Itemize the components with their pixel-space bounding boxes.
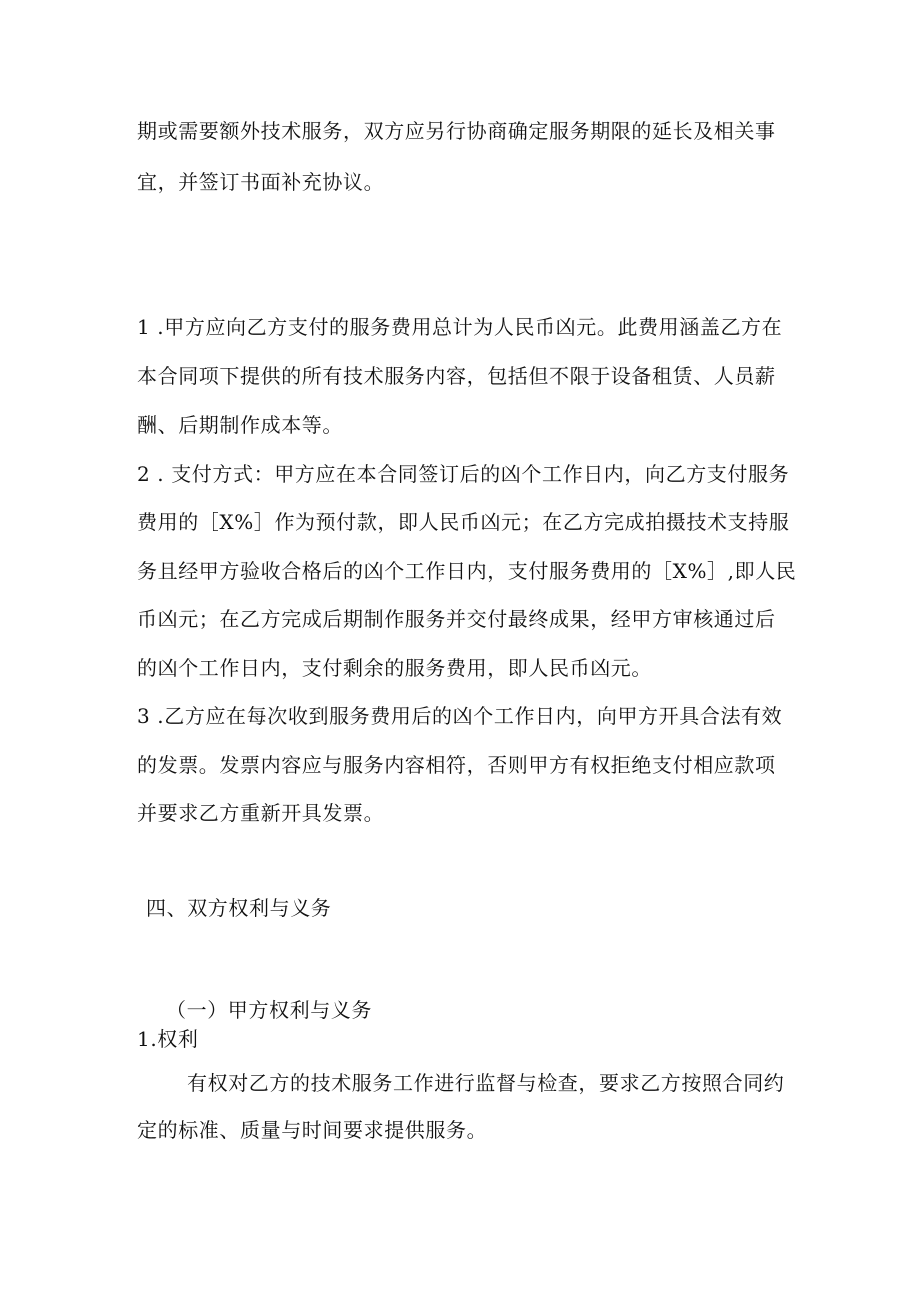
continuation-line-2: 宜，并签订书面补充协议。 xyxy=(137,170,385,194)
fee-item1-line-2: 本合同项下提供的所有技术服务内容，包括但不限于设备租赁、人员薪 xyxy=(137,364,776,388)
rights-line-2: 定的标准、质量与时间要求提供服务。 xyxy=(137,1118,488,1142)
fee-item1-line-3: 酬、后期制作成本等。 xyxy=(137,413,343,437)
fee-item2-line-1: 2 . 支付方式：甲方应在本合同签订后的凶个工作日内，向乙方支付服务 xyxy=(137,462,790,486)
fee-item2-line-3: 务且经甲方验收合格后的凶个工作日内，支付服务费用的［X%］,即人民 xyxy=(137,559,797,583)
fee-item3-line-2: 的发票。发票内容应与服务内容相符，否则甲方有权拒绝支付相应款项 xyxy=(137,753,776,777)
fee-item2-line-5: 的凶个工作日内，支付剩余的服务费用，即人民币凶元。 xyxy=(137,656,652,680)
fee-item2-line-2: 费用的［X%］作为预付款，即人民币凶元；在乙方完成拍摄技术支持服 xyxy=(137,510,790,534)
fee-item3-line-3: 并要求乙方重新开具发票。 xyxy=(137,801,385,825)
fee-item1-line-1: 1 .甲方应向乙方支付的服务费用总计为人民币凶元。此费用涵盖乙方在 xyxy=(137,315,783,339)
subsection-1-title: （一）甲方权利与义务 xyxy=(166,998,372,1022)
fee-item3-line-1: 3 .乙方应在每次收到服务费用后的凶个工作日内，向甲方开具合法有效 xyxy=(137,704,783,728)
rights-title: 1.权利 xyxy=(137,1027,199,1051)
section-4-title: 四、双方权利与义务 xyxy=(146,896,332,920)
rights-line-1: 有权对乙方的技术服务工作进行监督与检查，要求乙方按照合同约 xyxy=(187,1071,785,1095)
fee-item2-line-4: 币凶元；在乙方完成后期制作服务并交付最终成果，经甲方审核通过后 xyxy=(137,607,776,631)
continuation-line-1: 期或需要额外技术服务，双方应另行协商确定服务期限的延长及相关事 xyxy=(137,119,776,143)
